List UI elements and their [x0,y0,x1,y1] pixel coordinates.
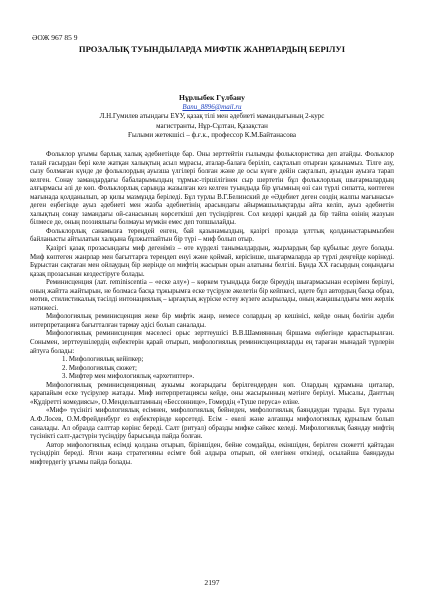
list-item: 1. Мифологиялық кейіпкер; [62,356,144,364]
list-item: 3. Мифтер мен мифологиялық «архетиптер». [62,373,195,381]
paragraph: Мифологиялық реминисценция мәселесі орыс зерттеушісі В.В.Шамиянның біршама еңбегінде қарастырылған. Сонымен, зерттеушілердің еңбектерін қарай отырып, мифологиялық реминисценцияларды ең тараған мынадай түрлерін айтуға болады: [30,330,394,355]
paragraph: Мифологиялық реминисценция жеке бір мифтік жанр, немесе солардың әр кешінісі, кейде оның бөлігін әдеби интерпретацияға бағытталған тармау әдісі болып саналады. [30,313,394,329]
paragraph: Қазіргі қазақ прозасындағы миф дегеніміз – өте күрделі танымалдардың, жырлардың бар құбылыс деуге болады. Миф көптеген жанрлар мен бағыттарға тереңдеп енуі және қоймай, керісінше, шығармаларда әр түрлі деңгейде көрінеді. Бұрыстан сақтаған мен ойлаудың бір жерінде ол мифтің жасырын орын алатыны белгілі. Бұнда XX ғасырдың соңындағы қазақ прозасынан кездестіруге болады. [30,245,394,278]
author-block [60,93,364,141]
article-body [30,151,394,467]
author-email-link[interactable]: Banu_8896@mail.ru [182,102,242,111]
scientific-advisor: Ғылыми жетекшісі – ф.ғ.к., профессор К.М.Байтанасова [127,131,297,140]
page-number: 2197 [204,578,220,587]
paragraph: «Миф» түсінігі мифологиялық есімнен, мифологиялық бейнеден, мифологиялық баяндаудан тұрады. Бұл туралы А.Ф.Лосев, О.М.Фрейденбург ез еңбектерінде көрсетеді. Есім - екелі және алғашқы мифологиялық құрылым болып саналады. Ал образда салттар көрінс береді. Салт (ритуал) образды мифке сәйкес келеді. Мифологиялық баяндау мифтің түсінікті салт-дастүрін түсіндіру барысында пайда болған. [30,407,394,441]
author-affiliation-line-1: Л.Н.Гумилев атындағы ЕҰУ, қазақ тілі мен әдебиеті мамандығының 2-курс [99,112,325,121]
author-affiliation-line-2: магистранты, Нұр-Сұлтан, Қазақстан [156,121,268,130]
author-name: Нұрлыбек Гүлбану [179,93,245,102]
paragraph: Мифологиялық реминисценцияның аукымы жоғарыдағы берілгендерден көп. Олардың құрамына циталар, қарапайым еске түсірулер жатады. Миф интерпретациясы кейде, оны жасырынның мәтінге берілуі. Мысалы, Данттың «Құдіретті комедиясы», О.Мендельштамның «Бессоннице», Гомердің «Туше перуса» еліне. [30,381,394,406]
paragraph: Реминисценция (лат. reminiscentia – «еске алу») – көркем туындыда бөгде біреудің шығармасынан есерімен берілуі, оның жайтта жайтырын, не болмаса басқа тұжырымға еске түсіруле әкелетін бір кейпкесі, идете бұл автордың басқа образ, мотив, стилистикалық тәсілді интонациялық – ырғақтық жүріске естеу жүзеге асырылады, оның жаңашылдығы мен жерлік нәтижесі. [30,279,394,312]
paragraph: Фольклор ұғымы барлық халық әдебиетінде бар. Оны зерттейтін ғылымды фольклористика деп атайды. Фольклор талай ғасырдан бері келе жатқан халықтың асыл мұрасы, аталар-балаға беріліп, сақталып отырған қазынамыз. Тілге азу, сызу болмаған күнде де фольклордың ауызша үлгілері болған және де осы күнге дейін сақталып, ауыздан ауызға тарап келген. Сонау замандардағы бабаларымыздың тұрмыс-тіршілігінен сыр шертетін бұл фольклорлық шығармалардың алғырмасы әлі де көп. Фольклорлық сарында жазылған кез келген туындыда бір ұғымның өзі сан түрлі сипатта, көптеген мағынада қолданылып, әр қилы мазмұнда беріледі. Бұл турлы В.Г.Белинский де «Әдебиет деген сөздің жалпы мағынасы» деген еңбегінде ауыз әдебиеті мен жазба әдебиетінің арасындағы айырмашылықтарды айта келіп, ауыз әдебиетін халықтың сонау замандағы ой-санасының көрсеткіші деп түсіндірген. Сол кездері қандай да бір тайпа өзінің жазуын білмесе де, оның поэзиялығы болмауы мүмкін емес деп топшылайды. [30,151,394,227]
article-title: ПРОЗАЛЫҚ ТУЫНДЫЛАРДА МИФТІК ЖАНРЛАРДЫҢ БЕРІЛУІ [78,44,346,54]
udk-code: ӘОЖ 967 85 9 [32,33,78,42]
paragraph: Фольклорлық санамызға тереңдей енген, бай қазынамыздың, қазіргі прозада ұлттық қолданыстарымызбен байланысты айтылатын халқына бұлжытпайтын бір түрі – миф болып отыр. [30,227,394,244]
list-item: 2. Мифологиялық сюжет; [62,364,137,372]
paragraph: Автор мифологиялық есімді қолдана отырып, біріншіден, бейне сомдайды, екіншіден, берілген сюжетті қайтадан түсіндіріп береді. Ягни жаңа стратегияны есімге бой алдыра отырып, ой елегінен өткізеді, осылайша баяндауды мифтердегіу ұғымы пайда болады. [30,441,394,466]
